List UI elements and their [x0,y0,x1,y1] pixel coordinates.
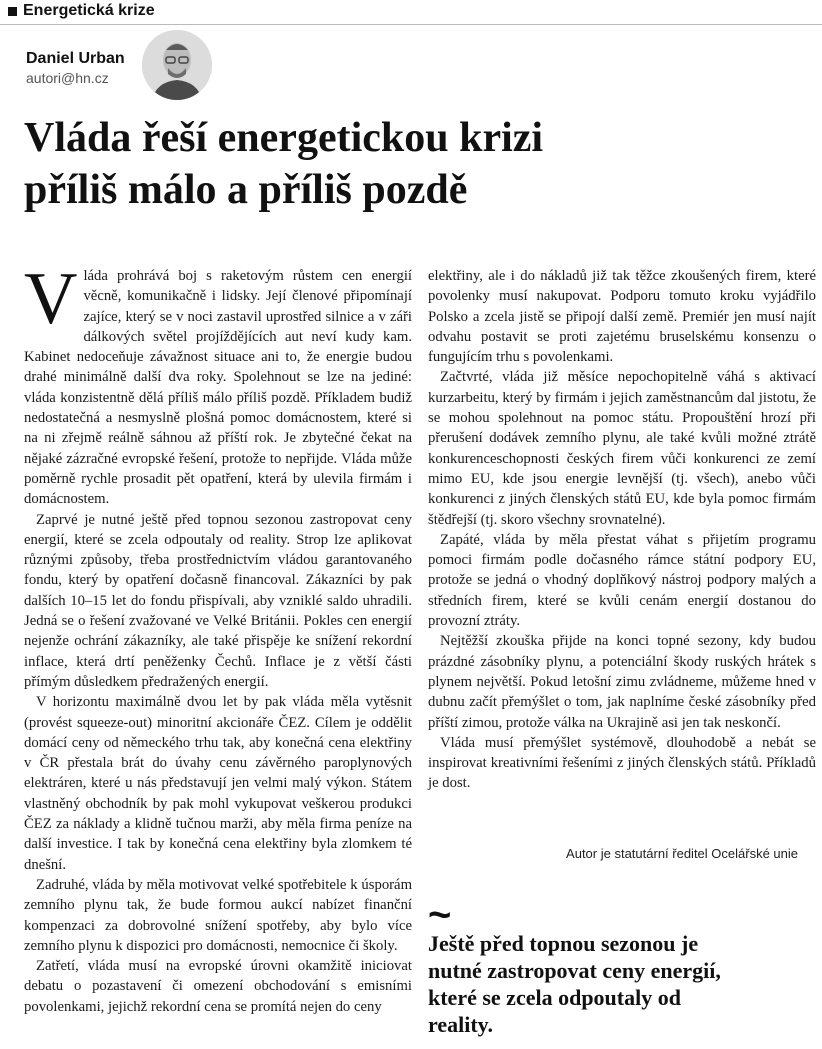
article-paragraph: Zaprvé je nutné ještě před topnou sezonou zastropovat ceny energií, které se zcela odpoutaly od reality. Strop lze aplikovat různými způsoby, třeba prostřednictvím vládou garantovaného fondu, který by opatření dočasně financoval. Zákazníci by pak dalších 10–15 let do fondu přispívali, aby vzniklé saldo uhradili. Jedná se o řešení zvažované ve Velké Británii. Pokles cen energií nejenže ochrání zákazníky, ale také přispěje ke snížení rekordní inflace, která drtí peněženky Čechů. Inflace je z větší části přímým důsledkem předražených energií. [24,511,412,690]
article-paragraph: Začtvrté, vláda již měsíce nepochopitelně váhá s aktivací kurzarbeitu, který by firmám i jejich zaměstnancům dal jistotu, že se mohou spolehnout na pomoc státu. Propouštění hrozí při přerušení dodávek zemního plynu, ale také kvůli možné ztrátě konkurenceschopnosti českých firem vůči konkurenci ze zemí mimo EU, kde jsou energie levnější (tj. všech), anebo vůči konkurenci z jiných členských států EU, kde byla pomoc firmám štědřejší (tj. skoro všechny srovnatelné). [428,369,816,528]
article-paragraph: Vláda musí přemýšlet systémově, dlouhodobě a nebát se inspirovat kreativními řešeními z jiných členských států. Příkladů je dost. [428,734,816,792]
article-paragraph: V horizontu maximálně dvou let by pak vláda měla vytěsnit (provést squeeze-out) minoritní akcionáře ČEZ. Cílem je oddělit domácí ceny od německého trhu tak, aby konečná cena elektřiny v ČR přestala brát do úvahy cenu závěrného paroplynových elektráren, které u nás představují jen velmi malý výkon. Státem vlastněný obchodník by pak mohl vykupovat veškerou produkci ČEZ za náklady a klidně tučnou marži, aby měla firma peníze na další investice. I tak by konečná cena elektřiny byla zlomkem té dnešní. [24,694,412,873]
article-paragraph [24,258,412,510]
article-paragraph: Zadruhé, vláda by měla motivovat velké spotřebitele k úsporám zemního plynu tak, že bude formou aukcí nabízet finanční kompenzaci za dobrovolné snížení spotřeby, aby bylo více zemního plynu k dispozici pro domácnosti, nemocnice či školy. [24,876,412,954]
article-paragraph: Zatřetí, vláda musí na evropské úrovni okamžitě iniciovat debatu o pozastavení či omezení obchodování s emisními povolenkami, jejichž rekordní cena se promítá nejen do ceny [24,958,412,1015]
article-paragraph: Nejtěžší zkouška přijde na konci topné sezony, kdy budou prázdné zásobníky plynu, a potenciální škody ruských hrátek s plynem největší. Pokud letošní zimu zvládneme, můžeme hned v dubnu začít přemýšlet o tom, jak naplníme české zásobníky před příští zimou, protože válka na Ukrajině asi jen tak neskončí. [428,633,816,731]
section-label: Energetická krize [23,2,155,19]
drop-cap: V [24,258,78,340]
author-email: autori@hn.cz [26,70,109,86]
article-headline [24,112,784,216]
headline-line-1: Vláda řeší energetickou krizi [24,115,544,161]
author-name: Daniel Urban [26,50,125,67]
headline-line-2: příliš málo a příliš pozdě [24,167,468,213]
tilde-quote-icon: ~ [428,893,452,937]
square-bullet-icon [8,7,17,16]
top-divider [0,24,822,25]
pull-quote: Ještě před topnou sezonou je nutné zastropovat ceny energií, které se zcela odpoutaly od reality. [428,931,721,1037]
author-portrait-icon [142,30,212,100]
article-column-right [428,266,816,794]
author-photo [142,30,212,100]
article-paragraph: elektřiny, ale i do nákladů již tak těžce zkoušených firem, které povolenky musí nakupovat. Podporu tomuto kroku vyjádřilo Polsko a zcela jistě se připojí další země. Premiér jen musí najít odvahu postavit se proti zajetému bruselskému konsenzu o fungujícím trhu s povolenkami. [428,268,816,366]
section-tag [8,2,155,20]
author-note: Autor je statutární ředitel Ocelářské unie [566,846,798,861]
article-paragraph: Zapáté, vláda by měla přestat váhat s přijetím programu pomoci firmám podle dočasného rámce státní podpory EU, protože se jedná o vhodný doplňkový nástroj podpory malých a středních firem, které se kvůli cenám energií dostanou do provozní ztráty. [428,531,816,630]
author-block [26,50,125,86]
paragraph-text: láda prohrává boj s raketovým růstem cen energií věcně, komunikačně i lidsky. Její členové připomínají zajíce, který se v noci zastavil uprostřed silnice a v záři dálkových světel projíždějících aut neví kudy kam. Kabinet nedoceňuje závažnost situace ani to, že energie budou drahé minimálně další dva roky. Spolehnout se lze na jediné: vláda konzistentně dělá příliš málo příliš pozdě. Příkladem budiž nedostatečná a nesmyslně plošná pomoc domácnostem, které si na ni zřejmě reálně sáhnou až příští rok. Je zbytečné čekat na nějaké zázračné evropské řešení, protože to nepřijde. Vláda může poměrně rychle prosadit pět opatření, která by ulevila firmám i domácnostem. [24,268,412,508]
article-column-left [24,258,412,1017]
